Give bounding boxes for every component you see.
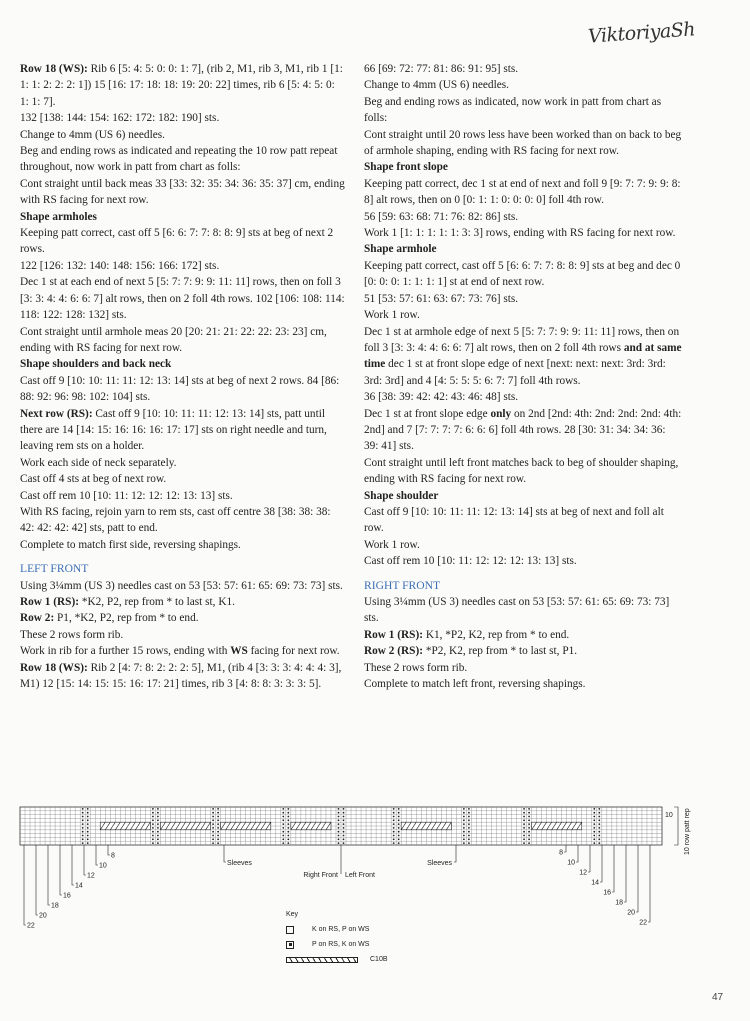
instruction-paragraph: Row 18 (WS): Rib 2 [4: 7: 8: 2: 2: 2: 5], M1, (rib 4 [3: 3: 3: 4: 4: 4: 3], M1) 12 [15: 14: 15: 15: 16: 17: 21] times, rib 3 [4: 8: 8: 3: 3: 3: 5].: [20, 661, 342, 691]
purl-dot: [338, 823, 340, 825]
size-marker-left: [72, 845, 74, 885]
purl-dot: [523, 831, 525, 833]
size-label-left: 12: [87, 872, 95, 880]
purl-dot: [528, 835, 530, 837]
purl-dot: [393, 808, 395, 810]
purl-dot: [82, 812, 84, 814]
purl-dot: [343, 812, 345, 814]
purl-dot: [87, 838, 89, 840]
purl-dot: [463, 823, 465, 825]
purl-dot: [287, 819, 289, 821]
size-marker-left: [60, 845, 62, 895]
purl-dot: [593, 808, 595, 810]
key-label: K on RS, P on WS: [312, 926, 370, 933]
purl-dot: [343, 823, 345, 825]
instruction-paragraph: Dec 1 st at front slope edge only on 2nd [2nd: 4th: 2nd: 2nd: 2nd: 4th: 2nd] and 7 [7: 7: 7: 7: 6: 6: 6] foll 4th rows. 28 [30: 31: 34: 34: 36: 39: 41] sts.: [364, 407, 682, 453]
purl-dot: [152, 816, 154, 818]
purl-dot: [393, 823, 395, 825]
purl-dot: [528, 812, 530, 814]
size-marker-left: [108, 845, 110, 855]
purl-dot: [598, 831, 600, 833]
instruction-paragraph: Complete to match left front, reversing shapings.: [364, 678, 586, 691]
purl-dot: [82, 823, 84, 825]
instruction-paragraph: Work 1 row.: [364, 309, 420, 322]
purl-dot: [82, 819, 84, 821]
instruction-paragraph: 51 [53: 57: 61: 63: 67: 73: 76] sts.: [364, 292, 519, 305]
purl-dot: [463, 831, 465, 833]
purl-dot: [468, 819, 470, 821]
instruction-paragraph: Next row (RS): Cast off 9 [10: 10: 11: 11: 12: 13: 14] sts, patt until there are 14 [14: 15: 16: 16: 16: 17: 17] sts on right needle and turn, leaving rem sts on a holder.: [20, 407, 327, 453]
purl-dot: [468, 823, 470, 825]
purl-dot: [463, 808, 465, 810]
purl-dot: [523, 823, 525, 825]
purl-dot: [393, 831, 395, 833]
instruction-paragraph: Row 1 (RS): *K2, P2, rep from * to last st, K1.: [20, 596, 235, 608]
purl-dot: [398, 819, 400, 821]
purl-dot: [282, 838, 284, 840]
instruction-paragraph: Cast off 9 [10: 10: 11: 11: 12: 13: 14] sts at beg of next and foll alt row.: [364, 505, 664, 535]
purl-dot: [468, 827, 470, 829]
purl-dot: [468, 808, 470, 810]
purl-dot: [87, 808, 89, 810]
instruction-paragraph: Work 1 [1: 1: 1: 1: 1: 3: 3] rows, ending with RS facing for next row.: [364, 227, 676, 240]
instruction-paragraph: 66 [69: 72: 77: 81: 86: 91: 95] sts.: [364, 63, 519, 75]
purl-dot: [598, 808, 600, 810]
key-label: P on RS, K on WS: [312, 941, 370, 948]
section-subheading: Shape armhole: [364, 243, 437, 256]
purl-dot: [217, 823, 219, 825]
purl-dot: [528, 838, 530, 840]
purl-dot: [343, 835, 345, 837]
purl-dot: [287, 808, 289, 810]
key-row-purl: [286, 937, 388, 952]
purl-dot: [523, 819, 525, 821]
purl-dot: [398, 812, 400, 814]
instruction-paragraph: Keeping patt correct, cast off 5 [6: 6: 7: 7: 8: 8: 9] sts at beg of next 2 rows.: [20, 227, 334, 256]
purl-dot: [152, 808, 154, 810]
instruction-paragraph: Work each side of neck separately.: [20, 456, 177, 469]
purl-dot: [157, 808, 159, 810]
purl-dot: [87, 842, 89, 844]
purl-dot: [598, 827, 600, 829]
purl-dot: [82, 838, 84, 840]
instruction-paragraph: Cont straight until 20 rows less have been worked than on back to beg of armhole shaping, ending with RS facing for next row.: [364, 128, 682, 158]
instruction-paragraph: Using 3¼mm (US 3) needles cast on 53 [53: 57: 61: 65: 69: 73: 73] sts.: [364, 596, 670, 625]
purl-dot: [217, 808, 219, 810]
size-marker-right: [612, 845, 614, 892]
instruction-paragraph: Change to 4mm (US 6) needles.: [364, 79, 509, 92]
purl-dot: [287, 842, 289, 844]
purl-dot: [338, 808, 340, 810]
purl-dot: [523, 838, 525, 840]
purl-dot: [287, 838, 289, 840]
key-label: C10B: [370, 956, 388, 963]
size-label-left: 20: [39, 912, 47, 920]
purl-dot: [157, 823, 159, 825]
page-number: 47: [712, 992, 724, 1003]
size-marker-left: [36, 845, 38, 915]
instruction-paragraph: Beg and ending rows as indicated and repeating the 10 row patt repeat throughout, now work in patt from chart as folls:: [20, 145, 338, 174]
purl-dot: [593, 835, 595, 837]
size-marker-left: [96, 845, 98, 865]
purl-dot: [217, 819, 219, 821]
purl-dot: [468, 812, 470, 814]
size-marker-right: [624, 845, 626, 902]
size-label-left: 14: [75, 882, 83, 890]
instruction-paragraph: Cast off rem 10 [10: 11: 12: 12: 12: 13: 13] sts.: [20, 489, 233, 502]
size-label-left: 16: [63, 892, 71, 900]
instruction-paragraph: 122 [126: 132: 140: 148: 156: 166: 172] sts.: [20, 259, 220, 272]
purl-dot: [468, 838, 470, 840]
purl-dot: [523, 816, 525, 818]
instruction-paragraph: Row 18 (WS): Rib 6 [5: 4: 5: 0: 0: 1: 7], (rib 2, M1, rib 3, M1, rib 1 [1: 1: 1: 2: 2: 2: 1]) 15 [16: 17: 18: 18: 19: 20: 22] times, rib 6 [5: 4: 5: 0: 1: 1: 7].: [20, 63, 343, 108]
purl-dot: [217, 816, 219, 818]
purl-dot: [212, 838, 214, 840]
purl-dot: [338, 812, 340, 814]
purl-dot: [282, 835, 284, 837]
size-label-right: 20: [627, 909, 635, 917]
purl-dot: [82, 827, 84, 829]
purl-dot: [463, 842, 465, 844]
purl-dot: [152, 835, 154, 837]
size-label-right: 22: [639, 919, 647, 927]
purl-dot: [393, 816, 395, 818]
purl-dot: [598, 823, 600, 825]
purl-dot: [157, 812, 159, 814]
purl-dot: [343, 819, 345, 821]
instruction-paragraph: Keeping patt correct, cast off 5 [6: 6: 7: 7: 8: 8: 9] sts at beg and dec 0 [0: 0: 0: 1: 1: 1: 1] st at end of next row.: [364, 259, 681, 289]
purl-dot: [152, 838, 154, 840]
purl-dot: [338, 842, 340, 844]
purl-dot: [87, 827, 89, 829]
instruction-paragraph: Cast off 4 sts at beg of next row.: [20, 473, 167, 486]
purl-dot: [287, 812, 289, 814]
purl-dot: [528, 823, 530, 825]
key-row-knit: [286, 922, 388, 937]
chart-key: [286, 911, 388, 967]
purl-dot: [157, 838, 159, 840]
purl-dot: [398, 823, 400, 825]
purl-dot: [212, 816, 214, 818]
purl-dot: [212, 831, 214, 833]
purl-dot: [593, 823, 595, 825]
purl-dot: [523, 808, 525, 810]
purl-dot: [282, 823, 284, 825]
purl-dot: [528, 831, 530, 833]
section-heading: RIGHT FRONT: [364, 578, 441, 592]
size-label-right: 16: [603, 889, 611, 897]
key-row-cable: [286, 952, 388, 967]
instruction-paragraph: Work in rib for a further 15 rows, ending with WS facing for next row.: [20, 645, 340, 658]
purl-dot: [212, 812, 214, 814]
purl-dot: [217, 812, 219, 814]
purl-dot: [87, 835, 89, 837]
instruction-paragraph: 56 [59: 63: 68: 71: 76: 82: 86] sts.: [364, 210, 519, 223]
purl-dot: [87, 823, 89, 825]
purl-dot: [593, 831, 595, 833]
sleeves-label-left: Sleeves: [227, 860, 252, 867]
purl-dot: [287, 835, 289, 837]
cable-icon: [286, 957, 358, 963]
instruction-paragraph: Row 1 (RS): K1, *P2, K2, rep from * to end.: [364, 628, 570, 641]
size-label-left: 8: [111, 852, 115, 860]
instruction-paragraph: Cont straight until left front matches back to beg of shoulder shaping, ending with RS facing for next row.: [364, 456, 679, 486]
purl-dot: [598, 819, 600, 821]
instruction-paragraph: These 2 rows form rib.: [364, 661, 468, 674]
purl-dot: [523, 812, 525, 814]
purl-dot: [87, 816, 89, 818]
purl-dot: [463, 819, 465, 821]
section-heading: LEFT FRONT: [20, 562, 89, 576]
purl-dot: [212, 835, 214, 837]
purl-dot: [82, 831, 84, 833]
purl-dot: [157, 819, 159, 821]
purl-dot: [82, 842, 84, 844]
purl-dot: [343, 831, 345, 833]
purl-dot: [343, 808, 345, 810]
purl-dot: [282, 812, 284, 814]
purl-dot: [393, 838, 395, 840]
purl-dot: [287, 816, 289, 818]
purl-dot: [468, 842, 470, 844]
section-subheading: Shape front slope: [364, 161, 448, 174]
instruction-paragraph: 132 [138: 144: 154: 162: 172: 182: 190] sts.: [20, 112, 220, 125]
purl-dot: [523, 835, 525, 837]
row-number-label: 10: [665, 812, 673, 819]
sleeves-label-right: Sleeves: [427, 860, 452, 867]
purl-dot: [157, 842, 159, 844]
instruction-paragraph: Work 1 row.: [364, 538, 420, 551]
purl-dot: [217, 838, 219, 840]
purl-dot: [338, 827, 340, 829]
size-marker-left: [48, 845, 50, 905]
purl-dot: [398, 827, 400, 829]
left-front-label: Left Front: [345, 872, 375, 879]
purl-dot: [393, 819, 395, 821]
purl-dot: [393, 827, 395, 829]
instruction-paragraph: Row 2 (RS): *P2, K2, rep from * to last st, P1.: [364, 645, 578, 658]
instruction-paragraph: Keeping patt correct, dec 1 st at end of next and foll 9 [9: 7: 7: 9: 9: 8: 8] alt rows, then on 0 [0: 1: 1: 0: 0: 0: 0] foll 4th row.: [364, 177, 681, 207]
purl-dot: [338, 816, 340, 818]
instruction-paragraph: With RS facing, rejoin yarn to rem sts, cast off centre 38 [38: 38: 38: 42: 42: 42: 42] sts, patt to end.: [20, 505, 331, 535]
right-front-label: Right Front: [303, 872, 338, 879]
purl-dot: [343, 842, 345, 844]
purl-dot: [87, 831, 89, 833]
purl-dot: [282, 842, 284, 844]
key-title: Key: [286, 911, 299, 918]
purl-dot: [468, 831, 470, 833]
purl-dot: [528, 827, 530, 829]
purl-dot: [593, 842, 595, 844]
purl-dot: [82, 808, 84, 810]
purl-dot: [593, 827, 595, 829]
purl-dot: [598, 812, 600, 814]
purl-dot: [282, 831, 284, 833]
purl-dot: [528, 842, 530, 844]
purl-dot: [157, 816, 159, 818]
purl-dot: [217, 835, 219, 837]
size-marker-right: [576, 845, 578, 862]
instruction-paragraph: Row 2: P1, *K2, P2, rep from * to end.: [20, 612, 199, 625]
size-marker-left: [84, 845, 86, 875]
purl-dot: [468, 816, 470, 818]
purl-dot: [598, 838, 600, 840]
purl-dot: [217, 831, 219, 833]
right-column: [364, 61, 682, 692]
purl-dot: [463, 816, 465, 818]
purl-dot: [217, 842, 219, 844]
purl-dot: [282, 808, 284, 810]
size-label-right: 12: [579, 869, 587, 877]
purl-dot: [282, 816, 284, 818]
purl-dot: [343, 816, 345, 818]
purl-dot: [598, 816, 600, 818]
purl-dot: [598, 835, 600, 837]
size-label-left: 22: [27, 922, 35, 930]
purl-dot: [212, 827, 214, 829]
size-label-right: 18: [615, 899, 623, 907]
repeat-bracket: [674, 807, 678, 845]
instruction-paragraph: Dec 1 st at each end of next 5 [5: 7: 7: 9: 9: 11: 11] rows, then on foll 3 [3: 3: 4: 4: 6: 6: 7] alt rows, then on 2 foll 4th rows. 102 [106: 108: 114: 118: 122: 128: 132] sts.: [20, 276, 345, 322]
instruction-paragraph: Beg and ending rows as indicated, now work in patt from chart as folls:: [364, 95, 662, 125]
section-subheading: Shape shoulders and back neck: [20, 358, 172, 371]
purl-dot: [152, 812, 154, 814]
purl-dot: [82, 816, 84, 818]
purl-dot: [338, 831, 340, 833]
purl-dot: [338, 838, 340, 840]
section-subheading: Shape armholes: [20, 210, 97, 223]
purl-dot: [528, 816, 530, 818]
purl-dot: [463, 838, 465, 840]
purl-dot: [212, 842, 214, 844]
instruction-paragraph: Using 3¼mm (US 3) needles cast on 53 [53: 57: 61: 65: 69: 73: 73] sts.: [20, 579, 343, 592]
purl-dot: [338, 835, 340, 837]
purl-dot: [212, 808, 214, 810]
size-marker-right: [588, 845, 590, 872]
instruction-paragraph: Complete to match first side, reversing shapings.: [20, 538, 241, 551]
purl-dot: [463, 827, 465, 829]
size-label-right: 10: [567, 859, 575, 867]
dot-square-icon: [286, 941, 294, 949]
purl-dot: [82, 835, 84, 837]
purl-dot: [523, 827, 525, 829]
left-column: [20, 61, 346, 692]
size-label-right: 8: [559, 849, 563, 857]
purl-dot: [398, 808, 400, 810]
purl-dot: [152, 823, 154, 825]
purl-dot: [523, 842, 525, 844]
purl-dot: [343, 838, 345, 840]
purl-dot: [528, 808, 530, 810]
sleeves-marker-right: [454, 845, 456, 862]
purl-dot: [157, 827, 159, 829]
instruction-paragraph: Cont straight until back meas 33 [33: 32: 35: 34: 36: 35: 37] cm, ending with RS facing for next row.: [20, 177, 345, 207]
instruction-paragraph: Cast off rem 10 [10: 11: 12: 12: 12: 13: 13] sts.: [364, 555, 577, 568]
purl-dot: [287, 823, 289, 825]
purl-dot: [282, 827, 284, 829]
purl-dot: [343, 827, 345, 829]
size-marker-right: [636, 845, 638, 912]
instruction-paragraph: Cont straight until armhole meas 20 [20: 21: 21: 22: 22: 23: 23] cm, ending with RS facing for next row.: [20, 325, 327, 354]
purl-dot: [87, 812, 89, 814]
purl-dot: [593, 819, 595, 821]
size-label-left: 10: [99, 862, 107, 870]
size-marker-left: [24, 845, 26, 925]
purl-dot: [157, 831, 159, 833]
purl-dot: [393, 835, 395, 837]
brand-logo: ViktoriyaSh: [587, 18, 696, 48]
instruction-paragraph: Change to 4mm (US 6) needles.: [20, 128, 165, 141]
purl-dot: [398, 835, 400, 837]
empty-square-icon: [286, 926, 294, 934]
instruction-paragraph: Cast off 9 [10: 10: 11: 11: 12: 13: 14] sts at beg of next 2 rows. 84 [86: 88: 92: 96: 98: 102: 104] sts.: [20, 374, 340, 404]
repeat-label: 10 row patt rep: [684, 808, 691, 855]
purl-dot: [593, 812, 595, 814]
purl-dot: [152, 819, 154, 821]
purl-dot: [212, 823, 214, 825]
purl-dot: [212, 819, 214, 821]
purl-dot: [598, 842, 600, 844]
purl-dot: [398, 838, 400, 840]
purl-dot: [338, 819, 340, 821]
instruction-paragraph: 36 [38: 39: 42: 42: 43: 46: 48] sts.: [364, 391, 519, 404]
purl-dot: [157, 835, 159, 837]
purl-dot: [463, 812, 465, 814]
purl-dot: [593, 816, 595, 818]
size-marker-right: [648, 845, 650, 922]
size-label-left: 18: [51, 902, 59, 910]
purl-dot: [463, 835, 465, 837]
size-marker-right: [564, 845, 566, 852]
purl-dot: [287, 827, 289, 829]
purl-dot: [217, 827, 219, 829]
purl-dot: [528, 819, 530, 821]
purl-dot: [152, 831, 154, 833]
purl-dot: [398, 816, 400, 818]
purl-dot: [393, 842, 395, 844]
purl-dot: [398, 831, 400, 833]
purl-dot: [287, 831, 289, 833]
purl-dot: [398, 842, 400, 844]
purl-dot: [282, 819, 284, 821]
purl-dot: [593, 838, 595, 840]
purl-dot: [152, 827, 154, 829]
purl-dot: [468, 835, 470, 837]
size-marker-right: [600, 845, 602, 882]
instruction-paragraph: Dec 1 st at armhole edge of next 5 [5: 7: 7: 9: 9: 11: 11] rows, then on foll 3 [3: 3: 4: 4: 6: 6: 7] alt rows, then on 2 foll 4th rows and at same time dec 1 st at front slope edge of next [next: next: next: 3rd: 3rd: 3rd: 3rd] and 4 [4: 5: 5: 5: 6: 7: 7] foll 4th rows.: [364, 325, 682, 387]
instruction-paragraph: These 2 rows form rib.: [20, 628, 124, 641]
sleeves-marker-left: [224, 845, 226, 862]
size-label-right: 14: [591, 879, 599, 887]
purl-dot: [87, 819, 89, 821]
purl-dot: [152, 842, 154, 844]
purl-dot: [393, 812, 395, 814]
section-subheading: Shape shoulder: [364, 489, 439, 502]
